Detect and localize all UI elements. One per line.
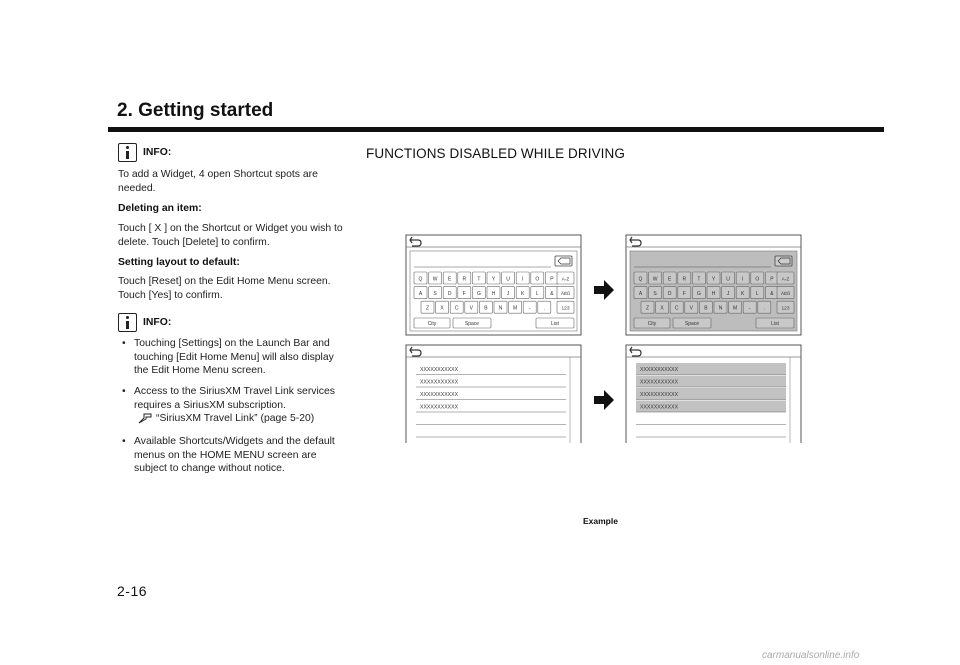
keyboard-key <box>751 287 764 299</box>
key-label: H <box>491 291 496 298</box>
side-key <box>777 301 794 313</box>
key-label: X <box>440 305 444 312</box>
reference-text: “SiriusXM Travel Link” (page 5-20) <box>156 413 315 425</box>
key-label: ÄÉß <box>780 292 791 298</box>
key-label: Q <box>418 276 423 283</box>
key-label: U <box>506 276 510 283</box>
info-icon <box>118 313 137 332</box>
keyboard-key <box>458 287 471 299</box>
key-label: T <box>477 276 481 283</box>
key-label: J <box>506 291 510 298</box>
key-label: - <box>748 305 751 312</box>
info-label: INFO: <box>143 317 172 328</box>
illustration-caption: Example <box>583 516 618 526</box>
keyboard-key <box>414 272 427 284</box>
keyboard-key <box>465 301 478 313</box>
keyboard-key <box>736 272 749 284</box>
key-label: F <box>462 291 466 298</box>
key-label: O <box>535 276 540 283</box>
keyboard-key <box>670 301 683 313</box>
bullet-glyph: • <box>122 436 126 447</box>
keyboard-key <box>429 287 442 299</box>
bullet-item <box>118 435 350 476</box>
bullet-glyph: • <box>122 386 126 397</box>
key-label: G <box>696 291 701 298</box>
info-note-2 <box>118 313 171 332</box>
bottom-key <box>414 318 450 328</box>
key-label: A <box>418 291 423 298</box>
key-label: H <box>711 291 716 298</box>
keyboard-key <box>729 301 742 313</box>
bottom-key <box>634 318 670 328</box>
keyboard-key <box>678 272 691 284</box>
arrow-right-icon <box>594 280 614 300</box>
key-label: A <box>638 291 643 298</box>
key-label: List <box>771 321 779 328</box>
key-label: A-Z <box>561 277 570 283</box>
key-label: Z <box>645 305 650 312</box>
keyboard-key <box>487 287 500 299</box>
keyboard-key <box>545 272 558 284</box>
keyboard-key <box>421 301 434 313</box>
keyboard-key <box>634 287 647 299</box>
keyboard-key <box>707 272 720 284</box>
key-label: O <box>755 276 760 283</box>
key-label: ÄÉß <box>560 292 571 298</box>
key-label: I <box>522 276 524 283</box>
info-label: INFO: <box>143 147 172 158</box>
list-item-text: XXXXXXXXXXX <box>420 367 459 373</box>
section-title: FUNCTIONS DISABLED WHILE DRIVING <box>366 146 625 161</box>
keyboard-key <box>531 272 544 284</box>
keyboard-key <box>509 301 522 313</box>
list-item-text: XXXXXXXXXXX <box>420 392 459 398</box>
key-label: N <box>718 305 723 312</box>
key-label: R <box>462 276 467 283</box>
bullet-text: Available Shortcuts/Widgets and the default menus on the HOME MENU screen are subject to change without notice. <box>134 436 335 475</box>
arrow-right-icon <box>594 390 614 410</box>
watermark: carmanualsonline.info <box>762 650 860 661</box>
keyboard-key <box>494 301 507 313</box>
key-label: G <box>476 291 481 298</box>
keyboard-key <box>678 287 691 299</box>
keyboard-key <box>758 301 771 313</box>
key-label: W <box>432 276 438 283</box>
keyboard-key <box>656 301 669 313</box>
bullet-text: Touching [Settings] on the Launch Bar and touching [Edit Home Menu] will also display the Edit Home Menu screen. <box>134 338 334 377</box>
key-label: & <box>550 291 554 298</box>
keyboard-key <box>443 272 456 284</box>
keyboard-key <box>502 287 515 299</box>
key-label: S <box>433 291 437 298</box>
keyboard-screen-disabled <box>626 235 801 335</box>
bottom-key <box>453 318 491 328</box>
key-label: L <box>535 291 539 298</box>
keyboard-key <box>538 301 551 313</box>
key-label: Y <box>491 276 496 283</box>
key-label: E <box>448 276 452 283</box>
key-label: A-Z <box>781 277 790 283</box>
keyboard-key <box>545 287 558 299</box>
keyboard-key <box>472 287 485 299</box>
deleting-heading: Deleting an item: <box>118 203 202 214</box>
key-label: Space <box>464 321 480 328</box>
keyboard-key <box>641 301 654 313</box>
key-label: Y <box>711 276 716 283</box>
key-label: D <box>447 291 452 298</box>
key-label: U <box>726 276 730 283</box>
keyboard-screen <box>406 235 581 335</box>
bottom-key <box>756 318 794 328</box>
key-label: W <box>652 276 658 283</box>
key-label: S <box>653 291 657 298</box>
page-number: 2-16 <box>117 583 148 599</box>
key-label: L <box>755 291 759 298</box>
side-key <box>557 272 574 284</box>
key-label: N <box>498 305 503 312</box>
key-label: T <box>697 276 701 283</box>
bottom-key <box>673 318 711 328</box>
keyboard-key <box>722 272 735 284</box>
key-label: V <box>689 305 693 312</box>
list-screen <box>406 345 581 443</box>
reference-pointer-icon <box>138 413 152 424</box>
key-label: Z <box>425 305 430 312</box>
keyboard-key <box>692 272 705 284</box>
keyboard-key <box>699 301 712 313</box>
keyboard-key <box>502 272 515 284</box>
key-label: V <box>469 305 473 312</box>
keyboard-key <box>743 301 756 313</box>
keyboard-key <box>523 301 536 313</box>
keyboard-key <box>458 272 471 284</box>
key-label: . <box>543 305 545 312</box>
bottom-key <box>536 318 574 328</box>
keyboard-key <box>443 287 456 299</box>
keyboard-key <box>479 301 492 313</box>
key-label: City <box>647 321 657 328</box>
keyboard-key <box>736 287 749 299</box>
reset-heading: Setting layout to default: <box>118 257 240 268</box>
keyboard-key <box>765 272 778 284</box>
bullet-glyph: • <box>122 338 126 349</box>
example-illustration <box>404 233 806 443</box>
key-label: D <box>667 291 672 298</box>
bullet-item <box>118 385 350 426</box>
reset-text: Touch [Reset] on the Edit Home Menu screen. Touch [Yes] to confirm. <box>118 276 331 301</box>
key-label: List <box>551 321 559 328</box>
key-label: C <box>674 305 679 312</box>
list-item-text: XXXXXXXXXXX <box>640 392 679 398</box>
key-label: & <box>770 291 774 298</box>
key-label: P <box>770 276 774 283</box>
deleting-text: Touch [ X ] on the Shortcut or Widget you wish to delete. Touch [Delete] to confirm. <box>118 223 343 248</box>
list-item-text: XXXXXXXXXXX <box>640 404 679 411</box>
keyboard-key <box>649 272 662 284</box>
keyboard-key <box>685 301 698 313</box>
key-label: C <box>454 305 459 312</box>
bullet-text: Access to the SiriusXM Travel Link services requires a SiriusXM subscription. <box>134 386 335 411</box>
key-label: Q <box>638 276 643 283</box>
keyboard-key <box>663 287 676 299</box>
key-label: K <box>741 291 745 298</box>
keyboard-key <box>649 287 662 299</box>
page-reference[interactable] <box>138 412 350 426</box>
keyboard-key <box>531 287 544 299</box>
key-label: K <box>521 291 525 298</box>
info-icon <box>118 143 137 162</box>
header-rule <box>108 127 884 132</box>
key-label: 123 <box>781 306 790 312</box>
key-label: F <box>682 291 686 298</box>
key-label: E <box>668 276 672 283</box>
keyboard-key <box>634 272 647 284</box>
side-key <box>557 287 574 299</box>
side-key <box>557 301 574 313</box>
key-label: P <box>550 276 554 283</box>
key-label: R <box>682 276 687 283</box>
key-label: 123 <box>561 306 570 312</box>
bullet-item <box>118 337 350 378</box>
side-key <box>777 287 794 299</box>
keyboard-key <box>692 287 705 299</box>
key-label: - <box>528 305 531 312</box>
keyboard-key <box>516 287 529 299</box>
key-label: M <box>513 305 518 312</box>
key-label: B <box>484 305 488 312</box>
keyboard-key <box>765 287 778 299</box>
keyboard-key <box>663 272 676 284</box>
keyboard-key <box>516 272 529 284</box>
key-label: . <box>763 305 765 312</box>
key-label: City <box>427 321 437 328</box>
keyboard-key <box>751 272 764 284</box>
key-label: I <box>742 276 744 283</box>
key-label: M <box>733 305 738 312</box>
info-note-1 <box>118 143 171 162</box>
key-label: Space <box>684 321 700 328</box>
list-item-text: XXXXXXXXXXX <box>420 404 459 411</box>
side-key <box>777 272 794 284</box>
key-label: X <box>660 305 664 312</box>
info-text-1: To add a Widget, 4 open Shortcut spots are needed. <box>118 169 318 194</box>
list-screen-disabled <box>626 345 801 443</box>
keyboard-key <box>414 287 427 299</box>
key-label: B <box>704 305 708 312</box>
keyboard-key <box>436 301 449 313</box>
keyboard-key <box>722 287 735 299</box>
keyboard-key <box>450 301 463 313</box>
keyboard-key <box>707 287 720 299</box>
list-item-text: XXXXXXXXXXX <box>420 379 459 386</box>
key-label: J <box>726 291 730 298</box>
list-item-text: XXXXXXXXXXX <box>640 379 679 386</box>
list-item-text: XXXXXXXXXXX <box>640 367 679 373</box>
keyboard-key <box>472 272 485 284</box>
keyboard-key <box>429 272 442 284</box>
chapter-title: 2. Getting started <box>117 100 274 121</box>
keyboard-key <box>714 301 727 313</box>
keyboard-key <box>487 272 500 284</box>
